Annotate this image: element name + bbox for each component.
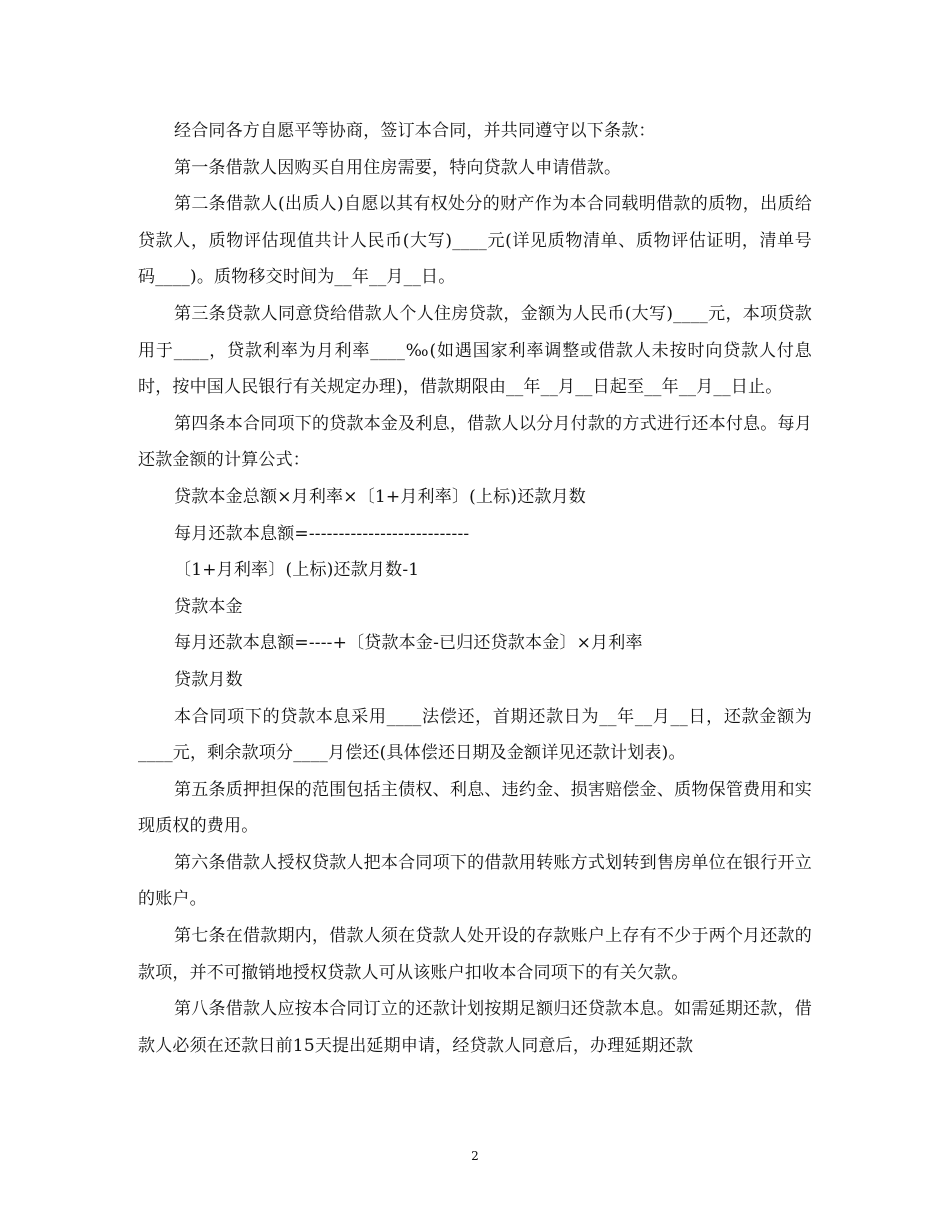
formula-line-2: 每月还款本息额=--------------------------- — [174, 523, 470, 544]
paragraph-article-5: 第五条质押担保的范围包括主债权、利息、违约金、损害赔偿金、质物保管费用和实现质权的费用。 — [138, 779, 812, 837]
paragraph-article-8: 第八条借款人应按本合同订立的还款计划按期足额归还贷款本息。如需延期还款，借款人必须在还款日前15天提出延期申请，经贷款人同意后，办理延期还款 — [138, 999, 812, 1056]
paragraph-intro: 经合同各方自愿平等协商，签订本合同，并共同遵守以下条款： — [174, 121, 656, 141]
formula-line-1: 贷款本金总额×月利率×〔1+月利率〕(上标)还款月数 — [174, 486, 587, 507]
paragraph-article-3: 第三条贷款人同意贷给借款人个人住房贷款，金额为人民币(大写)____元，本项贷款用于____，贷款利率为月利率____‰(如遇国家利率调整或借款人未按时向贷款人付息时，按中国人民银行有关规定办理)，借款期限由__年__月__日起至__年__月__日止。 — [138, 303, 812, 398]
paragraph-article-4: 第四条本合同项下的贷款本金及利息，借款人以分月付款的方式进行还本付息。每月还款金额的计算公式： — [138, 413, 812, 471]
page-number: 2 — [471, 1149, 479, 1163]
paragraph-article-6: 第六条借款人授权贷款人把本合同项下的借款用转账方式划转到售房单位在银行开立的账户。 — [138, 852, 812, 910]
paragraph-article-7: 第七条在借款期内，借款人须在贷款人处开设的存款账户上存有不少于两个月还款的款项，并不可撤销地授权贷款人可从该账户扣收本合同项下的有关欠款。 — [138, 926, 812, 983]
formula-line-4: 贷款本金 — [174, 596, 243, 617]
paragraph-repayment: 本合同项下的贷款本息采用____法偿还，首期还款日为__年__月__日，还款金额为____元，剩余款项分____月偿还(具体偿还日期及金额详见还款计划表)。 — [138, 706, 812, 764]
paragraph-article-2: 第二条借款人(出质人)自愿以其有权处分的财产作为本合同载明借款的质物，出质给贷款人，质物评估现值共计人民币(大写)____元(详见质物清单、质物评估证明，清单号码____)。质物移交时间为__年__月__日。 — [138, 194, 812, 288]
formula-line-3: 〔1+月利率〕(上标)还款月数-1 — [174, 560, 420, 581]
formula-line-5: 每月还款本息额=----+〔贷款本金-已归还贷款本金〕×月利率 — [174, 633, 643, 654]
paragraph-article-1: 第一条借款人因购买自用住房需要，特向贷款人申请借款。 — [174, 157, 622, 178]
formula-line-6: 贷款月数 — [174, 669, 243, 690]
document-body — [138, 113, 812, 1064]
